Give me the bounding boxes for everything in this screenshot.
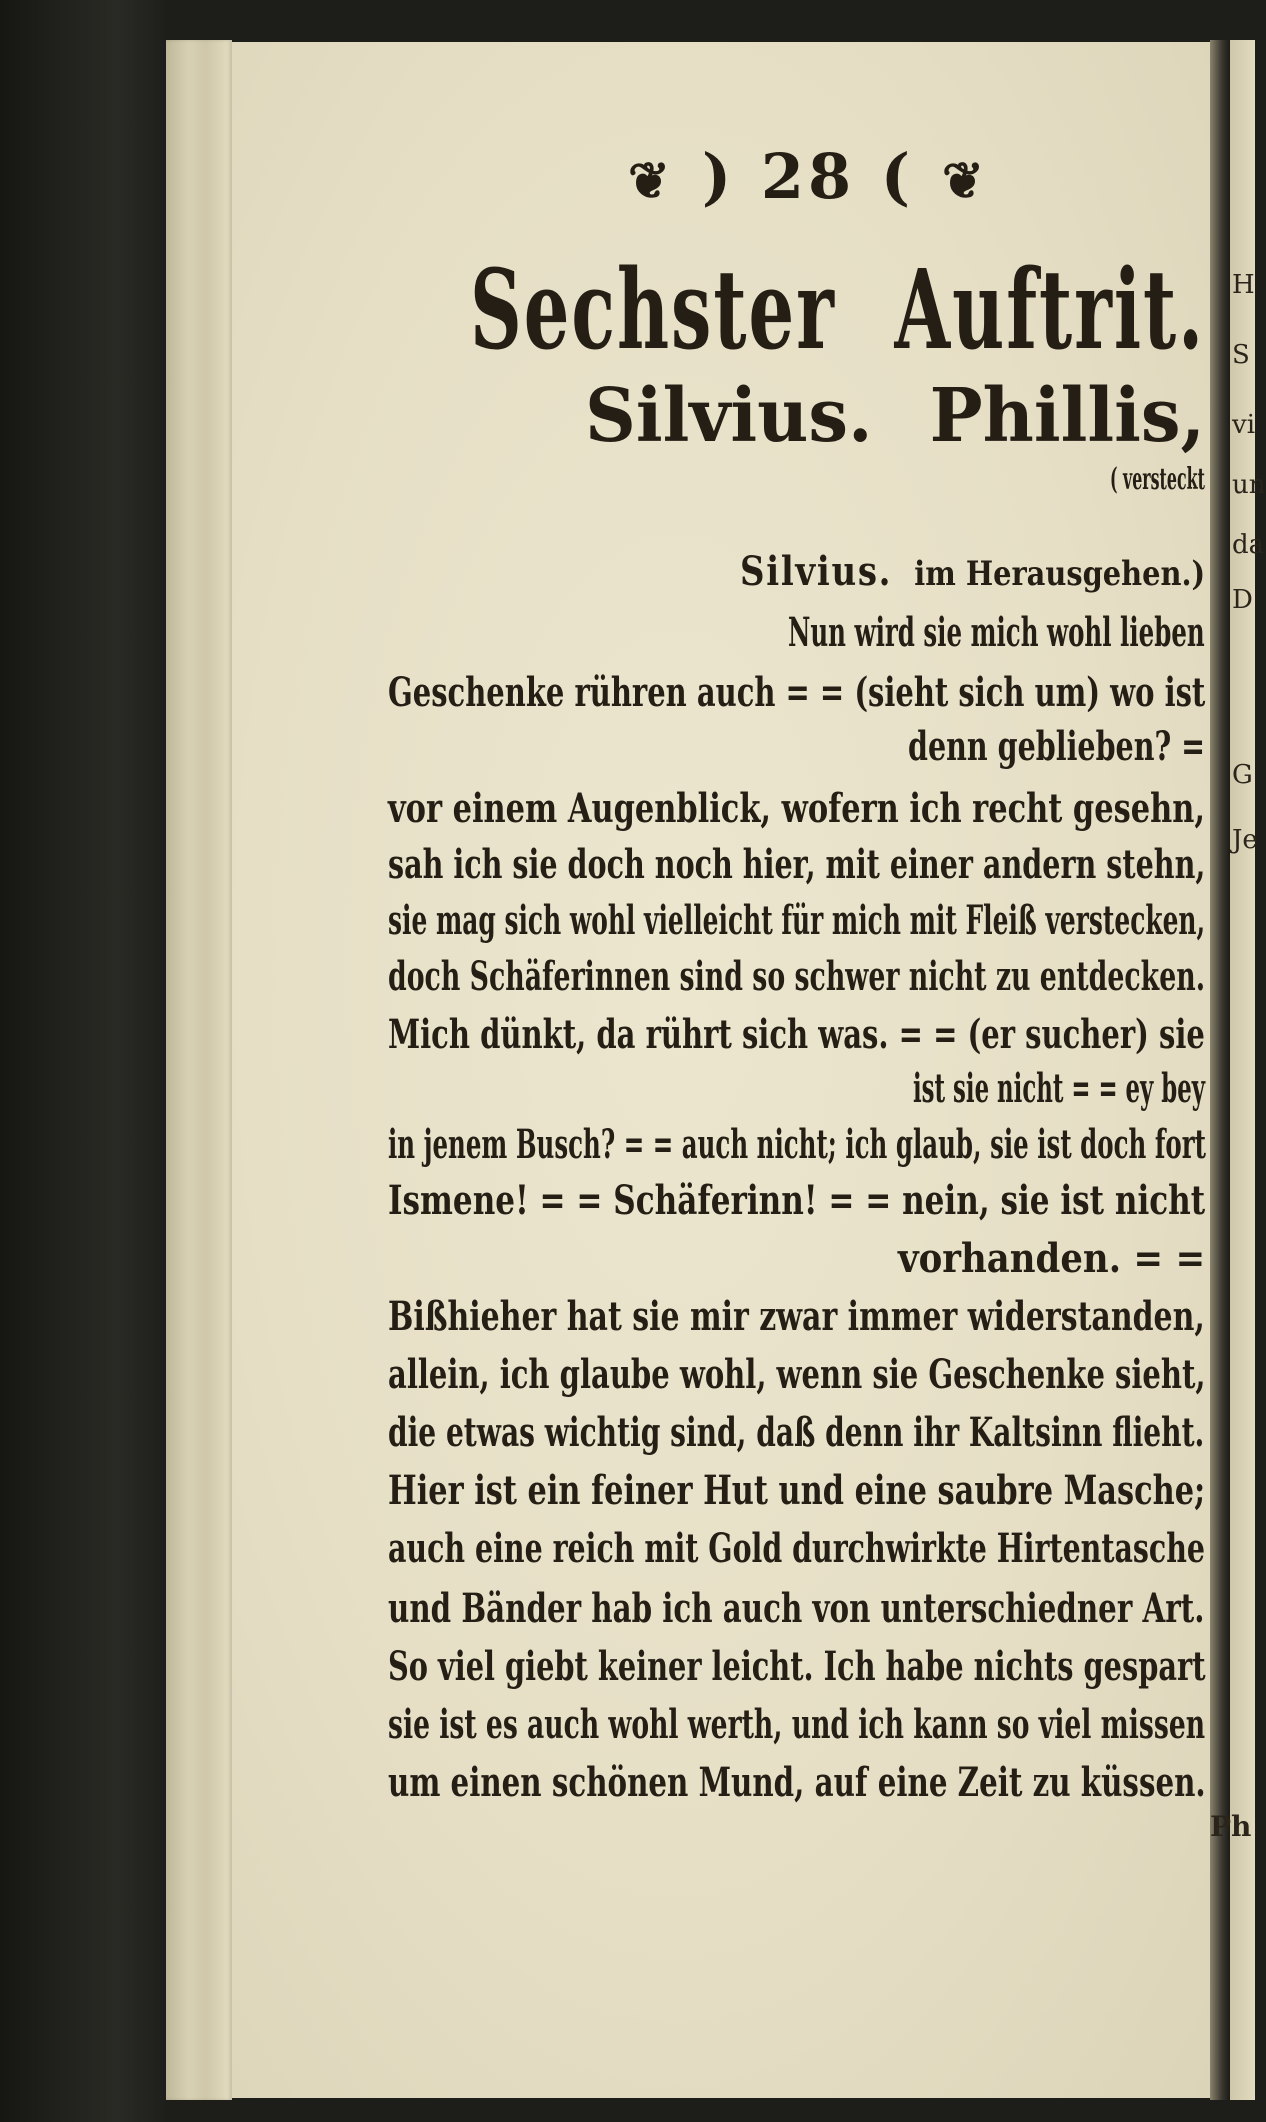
book-gutter <box>1210 40 1230 2100</box>
scene-title-word2: Auftrit. <box>894 245 1206 374</box>
cast-name: Silvius. <box>585 373 873 459</box>
verse-line: Nun wird sie mich wohl lieben <box>788 609 1205 656</box>
verse-line: Geschenke rühren auch = = (sieht sich um) wo ist <box>388 669 1206 716</box>
speaker-direction: im Herausgehen.) <box>914 554 1206 594</box>
speaker-heading <box>740 548 1205 595</box>
verse-line: Mich dünkt, da rührt sich was. = = (er sucher) sie <box>388 1011 1205 1058</box>
next-page-fragment: D <box>1232 585 1253 615</box>
verse-line: Bißhieher hat sie mir zwar immer widerstanden, <box>388 1293 1205 1340</box>
next-page-fragment: S <box>1232 340 1250 370</box>
verse-line: die etwas wichtig sind, daß denn ihr Kaltsinn flieht. <box>388 1409 1205 1456</box>
stage-direction: ( versteckt <box>1110 462 1205 497</box>
verse-line: allein, ich glaube wohl, wenn sie Geschenke sieht, <box>388 1351 1206 1398</box>
verse-line: denn geblieben? = <box>908 723 1206 770</box>
next-page-fragment: Je <box>1232 825 1258 855</box>
verse-line: Ismene! = = Schäferinn! = = nein, sie ist nicht <box>388 1177 1206 1224</box>
verse-line: vorhanden. = = <box>898 1235 1206 1282</box>
ornament-left-icon: ❦ <box>628 151 674 210</box>
verse-line: sah ich sie doch noch hier, mit einer andern stehn, <box>388 841 1206 888</box>
page-number: ) 28 ( <box>701 140 915 213</box>
verse-line: vor einem Augenblick, wofern ich recht gesehn, <box>388 785 1205 832</box>
next-page-fragment: H <box>1232 270 1255 300</box>
verse-line: sie ist es auch wohl werth, und ich kann so viel missen <box>388 1701 1206 1748</box>
verse-line: doch Schäferinnen sind so schwer nicht zu entdecken. <box>388 953 1206 1000</box>
verse-line: auch eine reich mit Gold durchwirkte Hirtentasche <box>388 1525 1206 1572</box>
verse-line: und Bänder hab ich auch von unterschiedner Art. <box>388 1585 1205 1632</box>
catchword: Ph <box>1210 1810 1252 1843</box>
verse-line: in jenem Busch? = = auch nicht; ich glaub, sie ist doch fort <box>388 1121 1206 1168</box>
next-page-fragment: da <box>1232 530 1265 560</box>
cast-list <box>585 373 1205 459</box>
scene-title <box>470 245 1206 374</box>
verse-line: Hier ist ein feiner Hut und eine saubre Masche; <box>388 1467 1206 1514</box>
dark-background <box>0 0 166 2122</box>
next-page-fragment: un <box>1232 470 1266 500</box>
page-edge <box>166 40 232 2100</box>
verse-line: So viel giebt keiner leicht. Ich habe nichts gespart <box>388 1643 1206 1690</box>
next-page-fragment: G <box>1232 760 1253 790</box>
next-page-strip <box>1230 40 1266 2100</box>
verse-line: ist sie nicht = = ey bey <box>913 1065 1206 1112</box>
ornament-right-icon: ❦ <box>942 151 988 210</box>
speaker-name: Silvius. <box>740 548 893 595</box>
scene-title-word1: Sechster <box>470 245 836 374</box>
verse-line: um einen schönen Mund, auf eine Zeit zu küssen. <box>388 1759 1206 1806</box>
next-page-fragment: vi <box>1232 410 1256 440</box>
verse-line: sie mag sich wohl vielleicht für mich mit Fleiß verstecken, <box>388 897 1206 944</box>
cast-name: Phillis, <box>929 373 1206 459</box>
page-header <box>600 140 1016 213</box>
